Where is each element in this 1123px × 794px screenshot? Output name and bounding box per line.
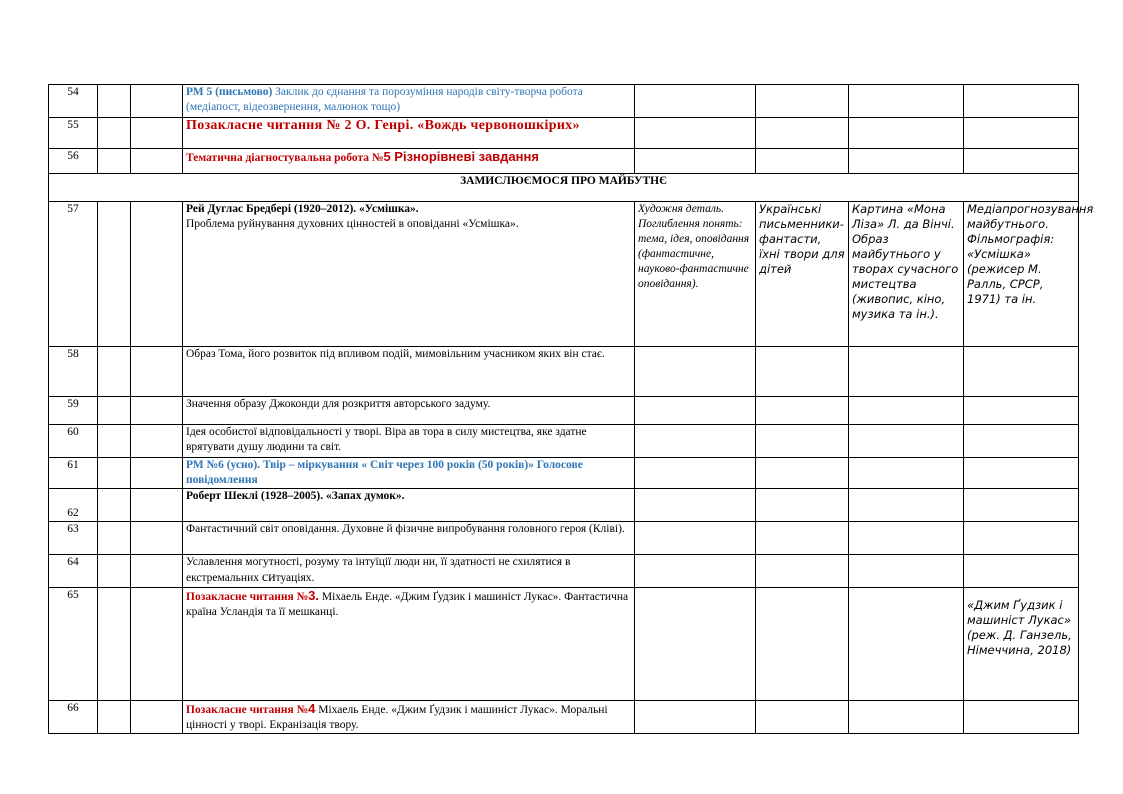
lesson-number: 59 (49, 397, 98, 425)
table-row (49, 149, 1079, 174)
table-row (49, 425, 1079, 458)
art-cell: Картина «Мона Ліза» Л. да Вінчі. Образ майбутнього у творах сучасного мистецтва (живопис, кіно, музика та ін.). (849, 202, 964, 347)
table-row (49, 458, 1079, 489)
lesson-number: 57 (49, 202, 98, 347)
lesson-number: 64 (49, 555, 98, 588)
lesson-plan-table (48, 84, 1094, 734)
lesson-topic: РМ 5 (письмово) Заклик до єднання та порозуміння народів світу-творча робота (медіапост, відеозвернення, малюнок тощо) (183, 85, 635, 118)
lesson-topic: Значення образу Джоконди для розкриття авторського задуму. (183, 397, 635, 425)
lesson-number: 66 (49, 701, 98, 734)
lesson-topic: Ідея особистої відповідальності у творі. Віра ав тора в силу мистецтва, яке здатне врятувати душу людини та світ. (183, 425, 635, 458)
table-row (49, 85, 1079, 118)
media-cell: Медіапрогнозування майбутнього. Фільмографія: «Усмішка» (режисер М. Ралль, СРСР, 1971) та ін. (964, 202, 1079, 347)
lesson-number: 65 (49, 588, 98, 701)
lesson-topic: Позакласне читання №4 Міхаель Енде. «Джим Ґудзик і машиніст Лукас». Моральні цінності у творі. Екранізація твору. (183, 701, 635, 734)
table-row (49, 347, 1079, 397)
lesson-topic: Рей Дуглас Бредбері (1920–2012). «Усмішка». Проблема руйнування духовних цінностей в оповіданні «Усмішка». (183, 202, 635, 347)
lesson-number: 63 (49, 522, 98, 555)
lesson-topic: Позакласне читання № 2 О. Генрі. «Вождь червоношкірих» (183, 118, 635, 149)
lesson-number: 54 (49, 85, 98, 118)
lesson-topic: Образ Тома, його розвиток під впливом подій, мимовільним учасником яких він стає. (183, 347, 635, 397)
table-row (49, 701, 1079, 734)
theory-cell: Художня деталь. Поглиблення понять: тема, ідея, оповідання (фантастичне, науково-фантастичне оповідання). (635, 202, 756, 347)
lesson-topic: Тематична діагностувальна робота №5 Різнорівневі завдання (183, 149, 635, 174)
table-row (49, 588, 1079, 701)
lesson-topic: Роберт Шеклі (1928–2005). «Запах думок». (183, 489, 635, 522)
table-row (49, 489, 1079, 522)
media-cell: «Джим Ґудзик і машиніст Лукас» (реж. Д. Ганзель, Німеччина, 2018) (964, 588, 1079, 701)
lesson-topic: РМ №6 (усно). Твір – міркування « Світ через 100 років (50 років)» Голосове повідомлення (183, 458, 635, 489)
ukrainian-lit-cell: Українські письменники-фантасти, їхні твори для дітей (756, 202, 849, 347)
lesson-number: 62 (49, 489, 98, 522)
table-row (49, 397, 1079, 425)
table-row (49, 118, 1079, 149)
table-row (49, 202, 1079, 347)
lesson-number: 60 (49, 425, 98, 458)
lesson-number: 58 (49, 347, 98, 397)
lesson-number: 56 (49, 149, 98, 174)
table-row (49, 522, 1079, 555)
lesson-number: 61 (49, 458, 98, 489)
section-header-row (49, 174, 1079, 202)
section-title: ЗАМИСЛЮЄМОСЯ ПРО МАЙБУТНЄ (49, 174, 1079, 202)
table-row (49, 555, 1079, 588)
lesson-topic: Фантастичний світ оповідання. Духовне й фізичне випробування головного героя (Кліві). (183, 522, 635, 555)
lesson-topic: Уславлення могутності, розуму та інтуїції люди ни, її здатності не схилятися в екстремальних ситуаціях. (183, 555, 635, 588)
lesson-number: 55 (49, 118, 98, 149)
lesson-topic: Позакласне читання №3. Міхаель Енде. «Джим Ґудзик і машиніст Лукас». Фантастична країна Усландія та її мешканці. (183, 588, 635, 701)
